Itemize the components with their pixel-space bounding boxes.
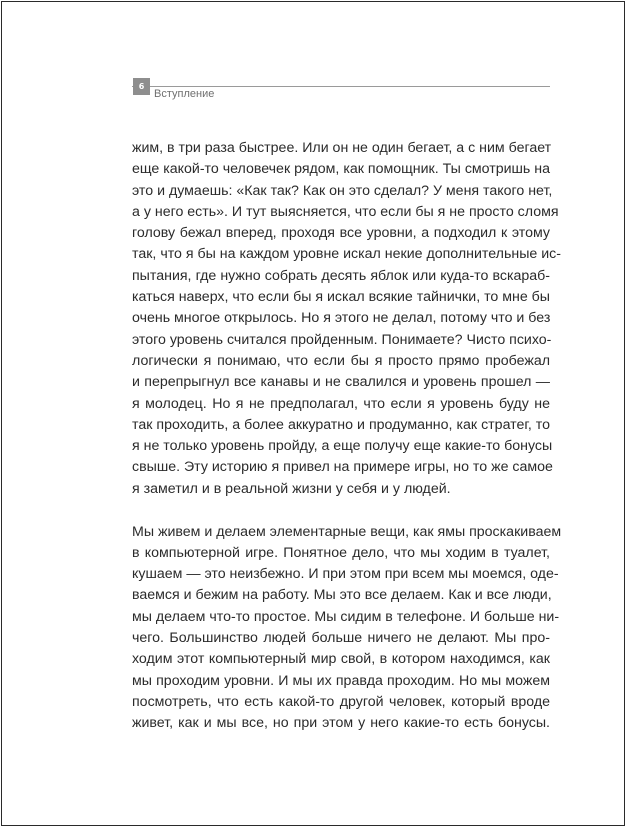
text-line: мы проходим уровни. И мы их правда проходим. Но мы можем — [132, 672, 550, 689]
text-line: это и думаешь: «Как так? Как он это сделал? У меня такого нет, — [132, 182, 553, 199]
text-line: логически я понимаю, что если бы я просто прямо пробежал — [132, 352, 550, 369]
page-number: 6 — [133, 78, 150, 95]
body-text — [132, 138, 562, 735]
text-line: ходим этот компьютерный мир свой, в котором находимся, как — [132, 651, 550, 668]
text-line: свыше. Эту историю я привел на примере игры, но то же самое — [132, 459, 553, 476]
text-line: каться наверх, что если бы я искал всякие тайнички, то мне бы — [132, 289, 550, 306]
paragraph-1 — [132, 138, 561, 500]
text-line: и перепрыгнул все канавы и не свалился и уровень прошел — — [132, 374, 550, 391]
text-line: чего. Большинство людей больше ничего не делают. Мы про- — [132, 630, 550, 647]
text-line: очень многое открылось. Но я этого не делал, потому что и без — [132, 310, 551, 327]
text-line: голову бежал вперед, проходя все уровни, а подходил к этому — [132, 225, 550, 242]
page — [1, 1, 625, 826]
paragraph-gap — [132, 500, 550, 522]
text-line: так проходить, а более аккуратно и продуманно, как стратег, то — [132, 416, 550, 433]
text-line: пытания, где нужно собрать десять яблок или куда-то вскараб- — [132, 267, 550, 284]
text-line: я не только уровень пройду, а еще получу еще какие-то бонусы — [132, 438, 553, 455]
text-line: кушаем — это неизбежно. И при этом при всем мы моемся, оде- — [132, 566, 559, 583]
paragraph-2 — [132, 522, 562, 735]
text-line: в компьютерной игре. Понятное дело, что мы ходим в туалет, — [132, 544, 550, 561]
text-line: жим, в три раза быстрее. Или он не один бегает, а с ним бегает — [132, 140, 552, 156]
text-line: я молодец. Но я не предполагал, что если я уровень буду не — [132, 395, 550, 412]
text-line: ваемся и бежим на работу. Мы это все делаем. Как и все люди, — [132, 587, 552, 604]
text-line: посмотреть, что есть какой-то другой человек, который вроде — [132, 693, 550, 710]
text-line: мы делаем что-то простое. Мы сидим в телефоне. И больше ни- — [132, 608, 560, 625]
text-line: еще какой-то человечек рядом, как помощник. Ты смотришь на — [132, 161, 550, 178]
text-line: а у него есть». И тут выясняется, что если бы я не просто сломя — [132, 203, 559, 220]
text-line: так, что я бы на каждом уровне искал некие дополнительные ис- — [132, 246, 561, 263]
text-line: я заметил и в реальной жизни у себя и у людей. — [132, 480, 451, 497]
running-header-title: Вступление — [154, 88, 215, 100]
text-line: живет, как и мы все, но при этом у него какие-то есть бонусы. — [132, 715, 550, 732]
text-line: Мы живем и делаем элементарные вещи, как ямы проскакиваем — [132, 523, 562, 540]
text-line: этого уровень считался пройденным. Понимаете? Чисто психо- — [132, 331, 552, 348]
